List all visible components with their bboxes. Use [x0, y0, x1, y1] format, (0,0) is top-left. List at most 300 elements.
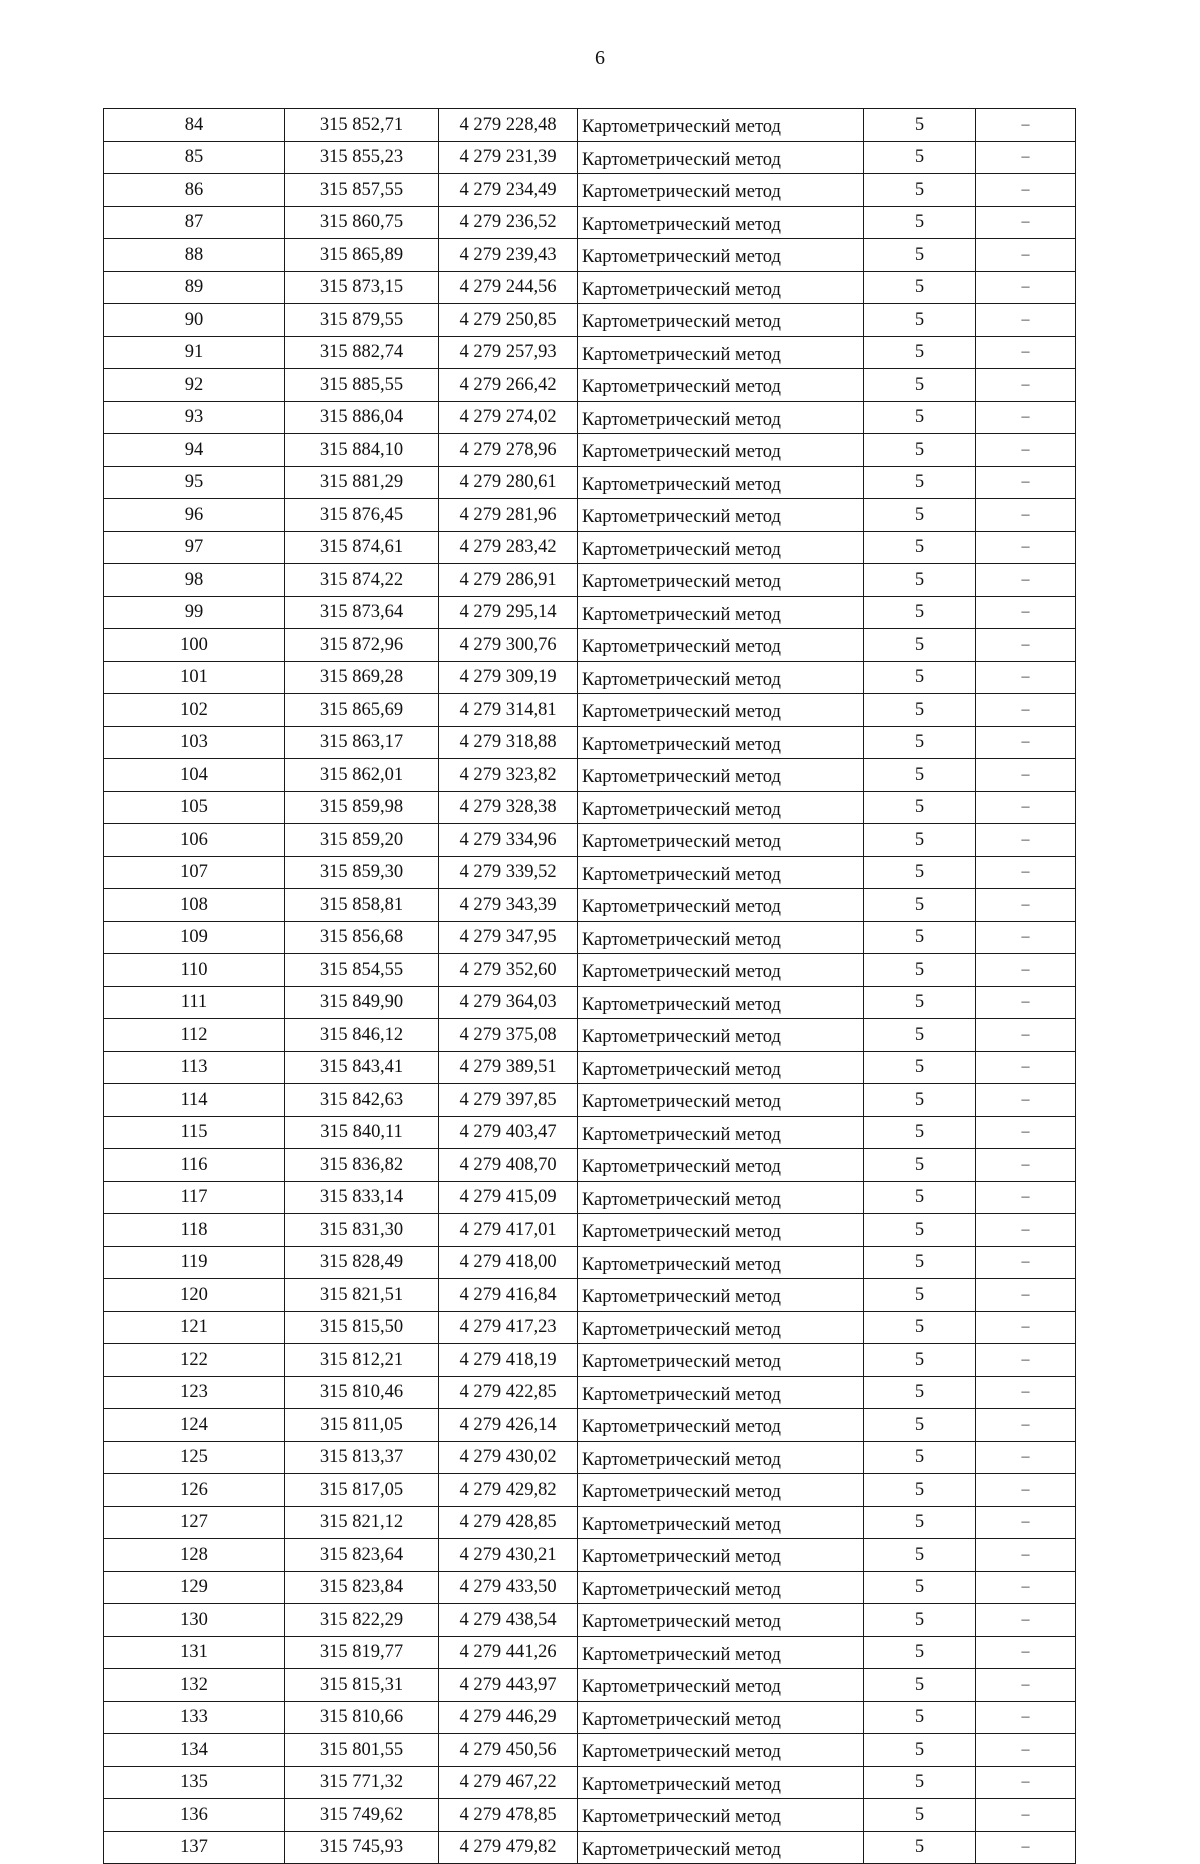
precision-cell: 5	[864, 1376, 976, 1409]
table-row	[104, 1636, 1076, 1669]
note-cell: –	[976, 694, 1076, 727]
note-cell: –	[976, 1051, 1076, 1084]
y-coordinate-cell: 4 279 280,61	[439, 466, 578, 499]
precision-cell: 5	[864, 304, 976, 337]
note-cell: –	[976, 499, 1076, 532]
y-coordinate-cell: 4 279 389,51	[439, 1051, 578, 1084]
method-cell: Картометрический метод	[578, 1279, 864, 1312]
point-number-cell: 122	[104, 1344, 285, 1377]
method-cell: Картометрический метод	[578, 1376, 864, 1409]
note-cell: –	[976, 1474, 1076, 1507]
method-cell: Картометрический метод	[578, 206, 864, 239]
precision-cell: 5	[864, 629, 976, 662]
point-number-cell: 119	[104, 1246, 285, 1279]
table-row	[104, 1701, 1076, 1734]
x-coordinate-cell: 315 836,82	[285, 1149, 439, 1182]
x-coordinate-cell: 315 863,17	[285, 726, 439, 759]
precision-cell: 5	[864, 759, 976, 792]
note-cell: –	[976, 596, 1076, 629]
table-row	[104, 1734, 1076, 1767]
precision-cell: 5	[864, 1571, 976, 1604]
x-coordinate-cell: 315 865,89	[285, 239, 439, 272]
x-coordinate-cell: 315 856,68	[285, 921, 439, 954]
point-number-cell: 104	[104, 759, 285, 792]
table-row	[104, 1506, 1076, 1539]
table-row	[104, 1409, 1076, 1442]
y-coordinate-cell: 4 279 416,84	[439, 1279, 578, 1312]
note-cell: –	[976, 239, 1076, 272]
method-cell: Картометрический метод	[578, 141, 864, 174]
x-coordinate-cell: 315 842,63	[285, 1084, 439, 1117]
x-coordinate-cell: 315 817,05	[285, 1474, 439, 1507]
note-cell: –	[976, 1701, 1076, 1734]
point-number-cell: 116	[104, 1149, 285, 1182]
y-coordinate-cell: 4 279 418,19	[439, 1344, 578, 1377]
method-cell: Картометрический метод	[578, 174, 864, 207]
point-number-cell: 121	[104, 1311, 285, 1344]
point-number-cell: 132	[104, 1669, 285, 1702]
note-cell: –	[976, 109, 1076, 142]
y-coordinate-cell: 4 279 274,02	[439, 401, 578, 434]
x-coordinate-cell: 315 860,75	[285, 206, 439, 239]
note-cell: –	[976, 466, 1076, 499]
point-number-cell: 86	[104, 174, 285, 207]
note-cell: –	[976, 336, 1076, 369]
note-cell: –	[976, 1734, 1076, 1767]
precision-cell: 5	[864, 661, 976, 694]
point-number-cell: 124	[104, 1409, 285, 1442]
point-number-cell: 113	[104, 1051, 285, 1084]
table-row	[104, 986, 1076, 1019]
precision-cell: 5	[864, 1669, 976, 1702]
note-cell: –	[976, 1831, 1076, 1864]
note-cell: –	[976, 1214, 1076, 1247]
point-number-cell: 115	[104, 1116, 285, 1149]
point-number-cell: 129	[104, 1571, 285, 1604]
note-cell: –	[976, 401, 1076, 434]
x-coordinate-cell: 315 843,41	[285, 1051, 439, 1084]
y-coordinate-cell: 4 279 430,21	[439, 1539, 578, 1572]
point-number-cell: 89	[104, 271, 285, 304]
precision-cell: 5	[864, 401, 976, 434]
point-number-cell: 105	[104, 791, 285, 824]
point-number-cell: 118	[104, 1214, 285, 1247]
note-cell: –	[976, 1766, 1076, 1799]
table-row	[104, 1441, 1076, 1474]
y-coordinate-cell: 4 279 334,96	[439, 824, 578, 857]
table-row	[104, 1084, 1076, 1117]
precision-cell: 5	[864, 336, 976, 369]
method-cell: Картометрический метод	[578, 1116, 864, 1149]
point-number-cell: 85	[104, 141, 285, 174]
point-number-cell: 123	[104, 1376, 285, 1409]
method-cell: Картометрический метод	[578, 466, 864, 499]
note-cell: –	[976, 986, 1076, 1019]
note-cell: –	[976, 304, 1076, 337]
x-coordinate-cell: 315 855,23	[285, 141, 439, 174]
y-coordinate-cell: 4 279 415,09	[439, 1181, 578, 1214]
method-cell: Картометрический метод	[578, 1636, 864, 1669]
y-coordinate-cell: 4 279 231,39	[439, 141, 578, 174]
table-row	[104, 206, 1076, 239]
y-coordinate-cell: 4 279 375,08	[439, 1019, 578, 1052]
method-cell: Картометрический метод	[578, 531, 864, 564]
precision-cell: 5	[864, 1701, 976, 1734]
x-coordinate-cell: 315 886,04	[285, 401, 439, 434]
precision-cell: 5	[864, 271, 976, 304]
y-coordinate-cell: 4 279 428,85	[439, 1506, 578, 1539]
point-number-cell: 101	[104, 661, 285, 694]
point-number-cell: 102	[104, 694, 285, 727]
precision-cell: 5	[864, 1246, 976, 1279]
table-row	[104, 1149, 1076, 1182]
x-coordinate-cell: 315 859,30	[285, 856, 439, 889]
method-cell: Картометрический метод	[578, 1149, 864, 1182]
point-number-cell: 92	[104, 369, 285, 402]
x-coordinate-cell: 315 874,22	[285, 564, 439, 597]
method-cell: Картометрический метод	[578, 336, 864, 369]
x-coordinate-cell: 315 882,74	[285, 336, 439, 369]
note-cell: –	[976, 206, 1076, 239]
method-cell: Картометрический метод	[578, 1701, 864, 1734]
table-row	[104, 1831, 1076, 1864]
y-coordinate-cell: 4 279 283,42	[439, 531, 578, 564]
precision-cell: 5	[864, 921, 976, 954]
y-coordinate-cell: 4 279 239,43	[439, 239, 578, 272]
table-row	[104, 1246, 1076, 1279]
note-cell: –	[976, 1019, 1076, 1052]
y-coordinate-cell: 4 279 429,82	[439, 1474, 578, 1507]
method-cell: Картометрический метод	[578, 1474, 864, 1507]
method-cell: Картометрический метод	[578, 304, 864, 337]
note-cell: –	[976, 1441, 1076, 1474]
note-cell: –	[976, 856, 1076, 889]
precision-cell: 5	[864, 1181, 976, 1214]
precision-cell: 5	[864, 1019, 976, 1052]
precision-cell: 5	[864, 1831, 976, 1864]
precision-cell: 5	[864, 466, 976, 499]
point-number-cell: 90	[104, 304, 285, 337]
y-coordinate-cell: 4 279 347,95	[439, 921, 578, 954]
point-number-cell: 108	[104, 889, 285, 922]
precision-cell: 5	[864, 1051, 976, 1084]
note-cell: –	[976, 1149, 1076, 1182]
method-cell: Картометрический метод	[578, 791, 864, 824]
method-cell: Картометрический метод	[578, 1246, 864, 1279]
x-coordinate-cell: 315 823,84	[285, 1571, 439, 1604]
y-coordinate-cell: 4 279 408,70	[439, 1149, 578, 1182]
note-cell: –	[976, 1084, 1076, 1117]
table-row	[104, 1766, 1076, 1799]
precision-cell: 5	[864, 954, 976, 987]
x-coordinate-cell: 315 833,14	[285, 1181, 439, 1214]
precision-cell: 5	[864, 1084, 976, 1117]
note-cell: –	[976, 531, 1076, 564]
y-coordinate-cell: 4 279 450,56	[439, 1734, 578, 1767]
y-coordinate-cell: 4 279 234,49	[439, 174, 578, 207]
y-coordinate-cell: 4 279 433,50	[439, 1571, 578, 1604]
x-coordinate-cell: 315 810,46	[285, 1376, 439, 1409]
method-cell: Картометрический метод	[578, 1571, 864, 1604]
y-coordinate-cell: 4 279 422,85	[439, 1376, 578, 1409]
method-cell: Картометрический метод	[578, 401, 864, 434]
table-row	[104, 401, 1076, 434]
precision-cell: 5	[864, 1604, 976, 1637]
precision-cell: 5	[864, 889, 976, 922]
precision-cell: 5	[864, 596, 976, 629]
point-number-cell: 84	[104, 109, 285, 142]
method-cell: Картометрический метод	[578, 1311, 864, 1344]
point-number-cell: 135	[104, 1766, 285, 1799]
method-cell: Картометрический метод	[578, 1409, 864, 1442]
note-cell: –	[976, 954, 1076, 987]
point-number-cell: 109	[104, 921, 285, 954]
x-coordinate-cell: 315 749,62	[285, 1799, 439, 1832]
note-cell: –	[976, 759, 1076, 792]
note-cell: –	[976, 889, 1076, 922]
table-row	[104, 1474, 1076, 1507]
point-number-cell: 137	[104, 1831, 285, 1864]
method-cell: Картометрический метод	[578, 109, 864, 142]
y-coordinate-cell: 4 279 339,52	[439, 856, 578, 889]
table-row	[104, 954, 1076, 987]
note-cell: –	[976, 174, 1076, 207]
x-coordinate-cell: 315 852,71	[285, 109, 439, 142]
table-row	[104, 1116, 1076, 1149]
y-coordinate-cell: 4 279 328,38	[439, 791, 578, 824]
table-row	[104, 824, 1076, 857]
y-coordinate-cell: 4 279 430,02	[439, 1441, 578, 1474]
note-cell: –	[976, 921, 1076, 954]
y-coordinate-cell: 4 279 343,39	[439, 889, 578, 922]
point-number-cell: 96	[104, 499, 285, 532]
point-number-cell: 136	[104, 1799, 285, 1832]
precision-cell: 5	[864, 824, 976, 857]
precision-cell: 5	[864, 1344, 976, 1377]
precision-cell: 5	[864, 1311, 976, 1344]
method-cell: Картометрический метод	[578, 986, 864, 1019]
point-number-cell: 94	[104, 434, 285, 467]
table-row	[104, 336, 1076, 369]
method-cell: Картометрический метод	[578, 564, 864, 597]
table-row	[104, 239, 1076, 272]
table-row	[104, 141, 1076, 174]
point-number-cell: 111	[104, 986, 285, 1019]
note-cell: –	[976, 661, 1076, 694]
note-cell: –	[976, 1376, 1076, 1409]
table-row	[104, 271, 1076, 304]
note-cell: –	[976, 1539, 1076, 1572]
x-coordinate-cell: 315 862,01	[285, 759, 439, 792]
table-row	[104, 791, 1076, 824]
precision-cell: 5	[864, 109, 976, 142]
method-cell: Картометрический метод	[578, 1506, 864, 1539]
x-coordinate-cell: 315 815,50	[285, 1311, 439, 1344]
method-cell: Картометрический метод	[578, 1084, 864, 1117]
precision-cell: 5	[864, 856, 976, 889]
precision-cell: 5	[864, 141, 976, 174]
table-row	[104, 174, 1076, 207]
note-cell: –	[976, 726, 1076, 759]
note-cell: –	[976, 1279, 1076, 1312]
y-coordinate-cell: 4 279 281,96	[439, 499, 578, 532]
precision-cell: 5	[864, 531, 976, 564]
table-row	[104, 1376, 1076, 1409]
point-number-cell: 130	[104, 1604, 285, 1637]
y-coordinate-cell: 4 279 323,82	[439, 759, 578, 792]
table-row	[104, 1344, 1076, 1377]
table-row	[104, 596, 1076, 629]
x-coordinate-cell: 315 872,96	[285, 629, 439, 662]
note-cell: –	[976, 1799, 1076, 1832]
method-cell: Картометрический метод	[578, 1734, 864, 1767]
method-cell: Картометрический метод	[578, 726, 864, 759]
precision-cell: 5	[864, 1799, 976, 1832]
table-row	[104, 1051, 1076, 1084]
table-row	[104, 661, 1076, 694]
table-row	[104, 1279, 1076, 1312]
table-row	[104, 759, 1076, 792]
x-coordinate-cell: 315 801,55	[285, 1734, 439, 1767]
note-cell: –	[976, 1116, 1076, 1149]
point-number-cell: 112	[104, 1019, 285, 1052]
point-number-cell: 110	[104, 954, 285, 987]
x-coordinate-cell: 315 873,64	[285, 596, 439, 629]
note-cell: –	[976, 1506, 1076, 1539]
method-cell: Картометрический метод	[578, 661, 864, 694]
note-cell: –	[976, 434, 1076, 467]
x-coordinate-cell: 315 815,31	[285, 1669, 439, 1702]
method-cell: Картометрический метод	[578, 1669, 864, 1702]
precision-cell: 5	[864, 1214, 976, 1247]
precision-cell: 5	[864, 1539, 976, 1572]
y-coordinate-cell: 4 279 228,48	[439, 109, 578, 142]
x-coordinate-cell: 315 885,55	[285, 369, 439, 402]
point-number-cell: 106	[104, 824, 285, 857]
point-number-cell: 95	[104, 466, 285, 499]
table-row	[104, 889, 1076, 922]
precision-cell: 5	[864, 986, 976, 1019]
precision-cell: 5	[864, 1506, 976, 1539]
table-row	[104, 109, 1076, 142]
x-coordinate-cell: 315 771,32	[285, 1766, 439, 1799]
precision-cell: 5	[864, 1409, 976, 1442]
x-coordinate-cell: 315 859,98	[285, 791, 439, 824]
coordinates-table-body	[104, 109, 1076, 1864]
method-cell: Картометрический метод	[578, 499, 864, 532]
point-number-cell: 103	[104, 726, 285, 759]
method-cell: Картометрический метод	[578, 271, 864, 304]
method-cell: Картометрический метод	[578, 369, 864, 402]
y-coordinate-cell: 4 279 479,82	[439, 1831, 578, 1864]
y-coordinate-cell: 4 279 257,93	[439, 336, 578, 369]
table-row	[104, 1539, 1076, 1572]
point-number-cell: 125	[104, 1441, 285, 1474]
method-cell: Картометрический метод	[578, 629, 864, 662]
x-coordinate-cell: 315 831,30	[285, 1214, 439, 1247]
method-cell: Картометрический метод	[578, 856, 864, 889]
y-coordinate-cell: 4 279 418,00	[439, 1246, 578, 1279]
x-coordinate-cell: 315 823,64	[285, 1539, 439, 1572]
point-number-cell: 100	[104, 629, 285, 662]
x-coordinate-cell: 315 810,66	[285, 1701, 439, 1734]
x-coordinate-cell: 315 821,51	[285, 1279, 439, 1312]
method-cell: Картометрический метод	[578, 759, 864, 792]
method-cell: Картометрический метод	[578, 694, 864, 727]
precision-cell: 5	[864, 726, 976, 759]
y-coordinate-cell: 4 279 441,26	[439, 1636, 578, 1669]
point-number-cell: 117	[104, 1181, 285, 1214]
y-coordinate-cell: 4 279 478,85	[439, 1799, 578, 1832]
table-row	[104, 1571, 1076, 1604]
table-row	[104, 726, 1076, 759]
x-coordinate-cell: 315 873,15	[285, 271, 439, 304]
point-number-cell: 91	[104, 336, 285, 369]
method-cell: Картометрический метод	[578, 889, 864, 922]
y-coordinate-cell: 4 279 403,47	[439, 1116, 578, 1149]
x-coordinate-cell: 315 745,93	[285, 1831, 439, 1864]
note-cell: –	[976, 1246, 1076, 1279]
method-cell: Картометрический метод	[578, 1019, 864, 1052]
table-row	[104, 921, 1076, 954]
x-coordinate-cell: 315 840,11	[285, 1116, 439, 1149]
y-coordinate-cell: 4 279 309,19	[439, 661, 578, 694]
table-row	[104, 1669, 1076, 1702]
x-coordinate-cell: 315 881,29	[285, 466, 439, 499]
y-coordinate-cell: 4 279 467,22	[439, 1766, 578, 1799]
table-row	[104, 1311, 1076, 1344]
x-coordinate-cell: 315 821,12	[285, 1506, 439, 1539]
table-row	[104, 629, 1076, 662]
precision-cell: 5	[864, 791, 976, 824]
table-row	[104, 466, 1076, 499]
note-cell: –	[976, 1669, 1076, 1702]
table-row	[104, 1181, 1076, 1214]
x-coordinate-cell: 315 869,28	[285, 661, 439, 694]
note-cell: –	[976, 1311, 1076, 1344]
x-coordinate-cell: 315 828,49	[285, 1246, 439, 1279]
point-number-cell: 127	[104, 1506, 285, 1539]
table-row	[104, 499, 1076, 532]
table-row	[104, 856, 1076, 889]
point-number-cell: 97	[104, 531, 285, 564]
page-number: 6	[595, 47, 605, 69]
point-number-cell: 88	[104, 239, 285, 272]
x-coordinate-cell: 315 876,45	[285, 499, 439, 532]
note-cell: –	[976, 1344, 1076, 1377]
point-number-cell: 134	[104, 1734, 285, 1767]
table-row	[104, 1214, 1076, 1247]
point-number-cell: 131	[104, 1636, 285, 1669]
table-row	[104, 1019, 1076, 1052]
method-cell: Картометрический метод	[578, 434, 864, 467]
point-number-cell: 120	[104, 1279, 285, 1312]
point-number-cell: 128	[104, 1539, 285, 1572]
x-coordinate-cell: 315 846,12	[285, 1019, 439, 1052]
x-coordinate-cell: 315 874,61	[285, 531, 439, 564]
precision-cell: 5	[864, 564, 976, 597]
y-coordinate-cell: 4 279 426,14	[439, 1409, 578, 1442]
y-coordinate-cell: 4 279 244,56	[439, 271, 578, 304]
y-coordinate-cell: 4 279 352,60	[439, 954, 578, 987]
x-coordinate-cell: 315 858,81	[285, 889, 439, 922]
method-cell: Картометрический метод	[578, 1051, 864, 1084]
x-coordinate-cell: 315 813,37	[285, 1441, 439, 1474]
method-cell: Картометрический метод	[578, 1831, 864, 1864]
method-cell: Картометрический метод	[578, 1344, 864, 1377]
y-coordinate-cell: 4 279 446,29	[439, 1701, 578, 1734]
note-cell: –	[976, 1636, 1076, 1669]
